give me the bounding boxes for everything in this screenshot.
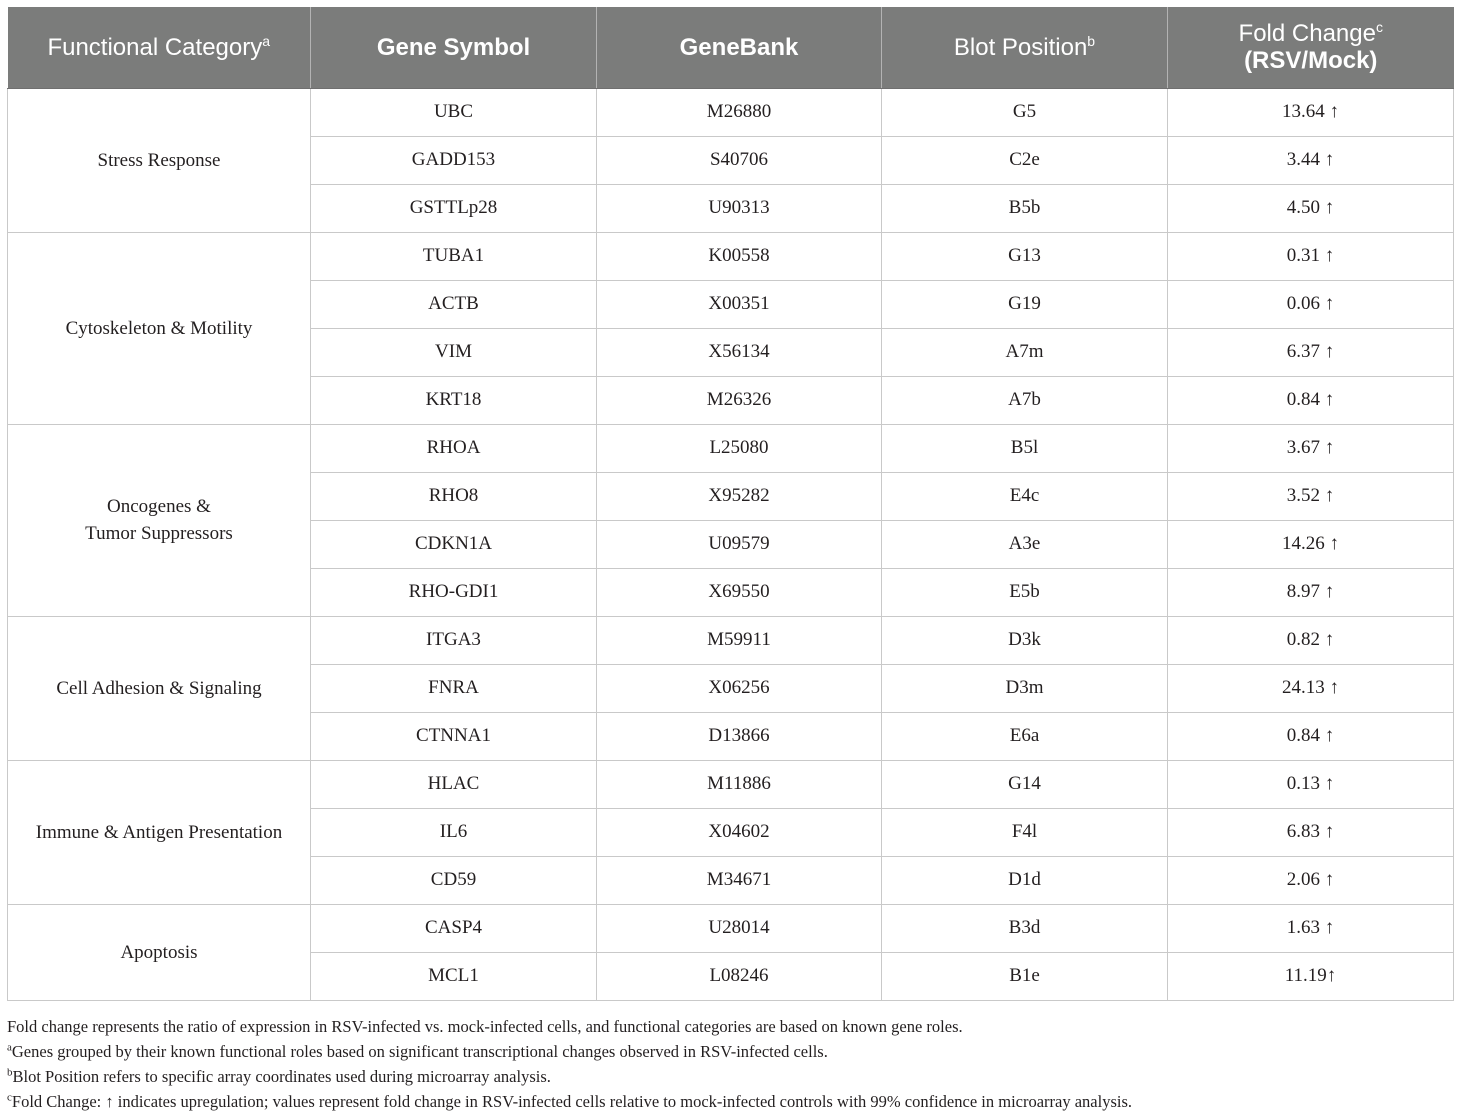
header-row bbox=[8, 7, 1454, 88]
footnote-marker: c bbox=[7, 1091, 12, 1104]
functional-category-label: Oncogenes & bbox=[107, 496, 211, 517]
header-fold-change bbox=[1168, 7, 1454, 88]
fold-change-cell: 13.64 ↑ bbox=[1168, 88, 1454, 136]
fold-change-cell: 11.19↑ bbox=[1168, 952, 1454, 1000]
fold-change-cell: 6.37 ↑ bbox=[1168, 328, 1454, 376]
header-label: Fold Change bbox=[1238, 20, 1376, 48]
blot-position-cell: D3m bbox=[882, 664, 1168, 712]
genebank-cell: K00558 bbox=[597, 232, 882, 280]
genebank-cell: X06256 bbox=[597, 664, 882, 712]
gene-symbol-cell: CASP4 bbox=[311, 904, 597, 952]
footnote-a bbox=[7, 1039, 1453, 1064]
functional-category-cell bbox=[8, 424, 311, 616]
genebank-cell: X95282 bbox=[597, 472, 882, 520]
gene-symbol-cell: FNRA bbox=[311, 664, 597, 712]
table-header bbox=[8, 7, 1454, 88]
blot-position-cell: B5b bbox=[882, 184, 1168, 232]
gene-symbol-cell: VIM bbox=[311, 328, 597, 376]
genebank-cell: M26326 bbox=[597, 376, 882, 424]
blot-position-cell: A3e bbox=[882, 520, 1168, 568]
fold-change-cell: 14.26 ↑ bbox=[1168, 520, 1454, 568]
functional-category-cell bbox=[8, 616, 311, 760]
fold-change-cell: 0.84 ↑ bbox=[1168, 376, 1454, 424]
gene-symbol-cell: MCL1 bbox=[311, 952, 597, 1000]
gene-symbol-cell: RHO-GDI1 bbox=[311, 568, 597, 616]
footnote-text: Blot Position refers to specific array coordinates used during microarray analysis. bbox=[12, 1067, 551, 1086]
fold-change-cell: 3.44 ↑ bbox=[1168, 136, 1454, 184]
genebank-cell: S40706 bbox=[597, 136, 882, 184]
genebank-cell: M26880 bbox=[597, 88, 882, 136]
genebank-cell: U28014 bbox=[597, 904, 882, 952]
blot-position-cell: C2e bbox=[882, 136, 1168, 184]
header-blot-position bbox=[882, 7, 1168, 88]
header-label: GeneBank bbox=[679, 33, 799, 61]
blot-position-cell: D3k bbox=[882, 616, 1168, 664]
gene-symbol-cell: RHOA bbox=[311, 424, 597, 472]
footnote-c bbox=[7, 1089, 1453, 1114]
gene-symbol-cell: TUBA1 bbox=[311, 232, 597, 280]
genebank-cell: M59911 bbox=[597, 616, 882, 664]
genebank-cell: X69550 bbox=[597, 568, 882, 616]
header-label: Gene Symbol bbox=[376, 33, 531, 61]
table-row bbox=[8, 88, 1454, 136]
genebank-cell: D13866 bbox=[597, 712, 882, 760]
functional-category-cell bbox=[8, 904, 311, 1000]
gene-symbol-cell: CDKN1A bbox=[311, 520, 597, 568]
gene-symbol-cell: IL6 bbox=[311, 808, 597, 856]
header-footnote-marker: c bbox=[1375, 19, 1383, 36]
footnote-text: Fold change represents the ratio of expression in RSV-infected vs. mock-infected cells, and functional categories are based on known gene roles. bbox=[7, 1017, 963, 1036]
gene-symbol-cell: CD59 bbox=[311, 856, 597, 904]
genebank-cell: X04602 bbox=[597, 808, 882, 856]
gene-symbol-cell: HLAC bbox=[311, 760, 597, 808]
blot-position-cell: B5l bbox=[882, 424, 1168, 472]
gene-symbol-cell: CTNNA1 bbox=[311, 712, 597, 760]
genebank-cell: U09579 bbox=[597, 520, 882, 568]
header-footnote-marker: a bbox=[262, 32, 271, 49]
table-row bbox=[8, 616, 1454, 664]
gene-symbol-cell: KRT18 bbox=[311, 376, 597, 424]
footnote-text: Fold Change: ↑ indicates upregulation; values represent fold change in RSV-infected cells relative to mock-infected controls with 99% confidence in microarray analysis. bbox=[11, 1092, 1133, 1111]
blot-position-cell: G5 bbox=[882, 88, 1168, 136]
fold-change-cell: 4.50 ↑ bbox=[1168, 184, 1454, 232]
genebank-cell: M34671 bbox=[597, 856, 882, 904]
footnote-b bbox=[7, 1064, 1453, 1089]
gene-symbol-cell: UBC bbox=[311, 88, 597, 136]
fold-change-cell: 0.31 ↑ bbox=[1168, 232, 1454, 280]
fold-change-cell: 8.97 ↑ bbox=[1168, 568, 1454, 616]
footnote-general bbox=[7, 1014, 1453, 1039]
header-label: Blot Position bbox=[953, 33, 1088, 61]
header-footnote-marker: b bbox=[1087, 32, 1096, 49]
fold-change-cell: 1.63 ↑ bbox=[1168, 904, 1454, 952]
gene-symbol-cell: GSTTLp28 bbox=[311, 184, 597, 232]
header-genebank bbox=[597, 7, 882, 88]
header-gene-symbol bbox=[311, 7, 597, 88]
fold-change-cell: 3.52 ↑ bbox=[1168, 472, 1454, 520]
functional-category-label: Tumor Suppressors bbox=[85, 523, 233, 544]
functional-category-cell bbox=[8, 760, 311, 904]
genebank-cell: X56134 bbox=[597, 328, 882, 376]
fold-change-cell: 3.67 ↑ bbox=[1168, 424, 1454, 472]
fold-change-cell: 0.82 ↑ bbox=[1168, 616, 1454, 664]
header-label: Functional Category bbox=[47, 33, 263, 61]
blot-position-cell: B3d bbox=[882, 904, 1168, 952]
blot-position-cell: G13 bbox=[882, 232, 1168, 280]
fold-change-cell: 6.83 ↑ bbox=[1168, 808, 1454, 856]
fold-change-cell: 2.06 ↑ bbox=[1168, 856, 1454, 904]
header-label-unit: (RSV/Mock) bbox=[1244, 47, 1378, 75]
genebank-cell: U90313 bbox=[597, 184, 882, 232]
fold-change-cell: 0.84 ↑ bbox=[1168, 712, 1454, 760]
blot-position-cell: E5b bbox=[882, 568, 1168, 616]
footnote-text: Genes grouped by their known functional roles based on significant transcriptional changes observed in RSV-infected cells. bbox=[11, 1042, 828, 1061]
table-body bbox=[8, 88, 1454, 1000]
blot-position-cell: E4c bbox=[882, 472, 1168, 520]
functional-category-label: Apoptosis bbox=[120, 941, 198, 963]
table-footnotes bbox=[7, 1014, 1453, 1114]
table-row bbox=[8, 904, 1454, 952]
genebank-cell: L25080 bbox=[597, 424, 882, 472]
functional-category-label: Stress Response bbox=[97, 149, 221, 171]
footnote-marker: a bbox=[7, 1041, 12, 1054]
blot-position-cell: B1e bbox=[882, 952, 1168, 1000]
fold-change-cell: 0.06 ↑ bbox=[1168, 280, 1454, 328]
table-row bbox=[8, 232, 1454, 280]
blot-position-cell: A7m bbox=[882, 328, 1168, 376]
functional-category-label: Cytoskeleton & Motility bbox=[65, 317, 253, 339]
blot-position-cell: G19 bbox=[882, 280, 1168, 328]
blot-position-cell: A7b bbox=[882, 376, 1168, 424]
gene-symbol-cell: RHO8 bbox=[311, 472, 597, 520]
footnote-marker: b bbox=[7, 1066, 13, 1079]
blot-position-cell: F4l bbox=[882, 808, 1168, 856]
blot-position-cell: G14 bbox=[882, 760, 1168, 808]
blot-position-cell: D1d bbox=[882, 856, 1168, 904]
gene-symbol-cell: ACTB bbox=[311, 280, 597, 328]
functional-category-label: Immune & Antigen Presentation bbox=[35, 821, 283, 843]
gene-symbol-cell: ITGA3 bbox=[311, 616, 597, 664]
header-functional-category bbox=[8, 7, 311, 88]
fold-change-cell: 24.13 ↑ bbox=[1168, 664, 1454, 712]
table-row bbox=[8, 424, 1454, 472]
genebank-cell: X00351 bbox=[597, 280, 882, 328]
fold-change-cell: 0.13 ↑ bbox=[1168, 760, 1454, 808]
functional-category-cell bbox=[8, 232, 311, 424]
genebank-cell: M11886 bbox=[597, 760, 882, 808]
genebank-cell: L08246 bbox=[597, 952, 882, 1000]
gene-expression-table bbox=[7, 7, 1454, 1001]
functional-category-cell bbox=[8, 88, 311, 232]
functional-category-label: Cell Adhesion & Signaling bbox=[56, 677, 262, 699]
blot-position-cell: E6a bbox=[882, 712, 1168, 760]
gene-symbol-cell: GADD153 bbox=[311, 136, 597, 184]
table-row bbox=[8, 760, 1454, 808]
